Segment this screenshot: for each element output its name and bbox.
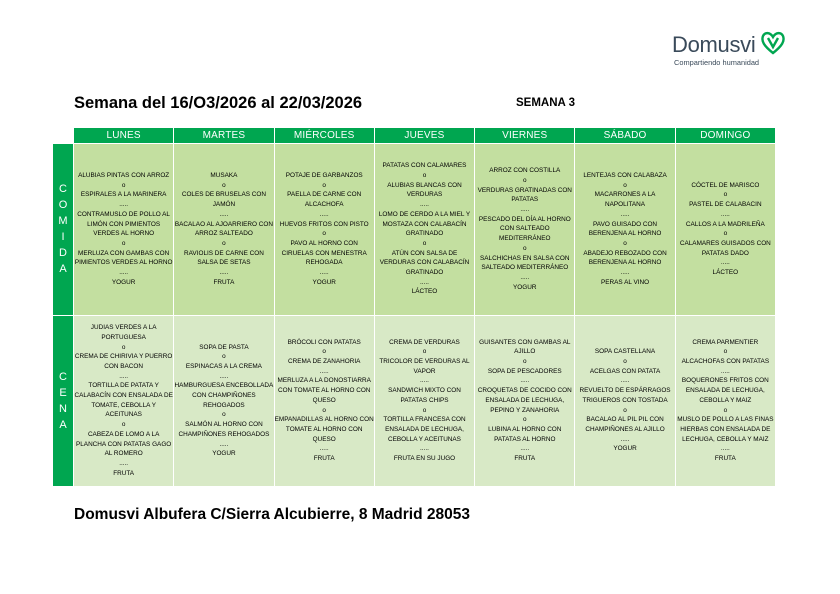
dinner-letter: E <box>59 386 67 399</box>
menu-dish-line: ..... <box>420 445 429 453</box>
lunch-letter: A <box>59 263 67 276</box>
menu-dish-line: BOQUERONES FRITOS CON ENSALADA DE LECHUGA, CEBOLLA Y MAIZ <box>681 377 769 404</box>
weekly-menu-table <box>52 127 776 487</box>
page-title: Semana del 16/O3/2026 al 22/03/2026 <box>74 94 363 112</box>
menu-dish-line: o <box>522 176 527 184</box>
menu-dish-line: PERAS AL VINO <box>601 278 650 286</box>
menu-dish-line: CALAMARES GUISADOS CON PATATAS DADO <box>679 239 771 257</box>
dinner-cell <box>374 315 474 487</box>
menu-dish-line: CREMA DE VERDURAS <box>389 338 460 346</box>
menu-dish-line: CREMA DE CHIRIVIA Y PUERRO CON BACON <box>74 353 173 370</box>
menu-dish-line: o <box>322 230 326 238</box>
menu-dish-line: EMPANADILLAS AL HORNO CON TOMATE AL HORNO CON QUESO <box>274 416 374 443</box>
menu-dish-line: FRUTA EN SU JUGO <box>393 455 456 463</box>
menu-dish-line: PESCADO DEL DÍA AL HORNO CON SALTEADO MEDITERRÁNEO <box>478 215 571 243</box>
menu-dish-line: o <box>322 406 326 414</box>
menu-dish-line: YOGUR <box>111 278 136 286</box>
lunch-cell <box>374 144 474 316</box>
menu-dish-line: HAMBURGUESA ENCEBOLLADA CON CHAMPIÑONES REHOGADOS <box>174 382 274 409</box>
menu-dish-line: ..... <box>319 269 329 277</box>
dinner-cell <box>575 315 675 487</box>
menu-dish-line: o <box>623 358 627 366</box>
lunch-cell <box>174 144 274 316</box>
dinner-letter: C <box>59 370 67 383</box>
menu-dish-line: ..... <box>520 377 530 385</box>
menu-dish-line: LÁCTEO <box>712 269 739 277</box>
lunch-letter: M <box>58 215 68 228</box>
menu-dish-line: LOMO DE CERDO A LA MIEL Y MOSTAZA CON CALABACÍN GRATINADO <box>378 210 471 238</box>
menu-dish-line: o <box>623 181 627 189</box>
day-header: SÁBADO <box>575 128 675 144</box>
menu-dish-line: CONTRAMUSLO DE POLLO AL LIMÓN CON PIMIENTOS VERDES AL HORNO <box>77 210 170 238</box>
menu-dish-line: CREMA DE ZANAHORIA <box>287 358 361 366</box>
menu-dish-line: FRUTA <box>313 455 335 463</box>
menu-dish-line: SALMÓN AL HORNO CON CHAMPIÑONES REHOGADOS <box>178 421 270 438</box>
menu-dish-line: LENTEJAS CON CALABAZA <box>583 172 667 180</box>
dinner-cell <box>675 315 775 487</box>
menu-dish-line: ALUBIAS BLANCAS CON VERDURAS <box>387 181 462 199</box>
dinner-cell <box>475 315 575 487</box>
menu-dish-line: ..... <box>720 367 730 375</box>
menu-dish-line: BRÓCOLI CON PATATAS <box>287 338 361 346</box>
day-header: JUEVES <box>374 128 474 144</box>
menu-dish-line: TORTILLA DE PATATA Y CALABACÍN CON ENSALADA DE TOMATE, CEBOLLA Y ACEITUNAS <box>74 382 173 419</box>
lunch-cell <box>475 144 575 316</box>
menu-dish-line: PAVO AL HORNO CON CIRUELAS CON MENESTRA REHOGADA <box>281 239 367 267</box>
menu-dish-line: o <box>422 239 427 247</box>
menu-dish-line: MACARRONES A LA NAPOLITANA <box>594 191 656 209</box>
menu-dish-line: HUEVOS FRITOS CON PISTO <box>279 220 369 228</box>
menu-dish-line: ..... <box>219 269 229 277</box>
menu-dish-line: ..... <box>119 459 129 467</box>
menu-dish-line: o <box>222 411 226 419</box>
lunch-cell <box>74 144 174 316</box>
menu-dish-line: o <box>222 181 226 189</box>
menu-dish-line: SOPA DE PASTA <box>199 343 249 351</box>
menu-dish-line: JUDIAS VERDES A LA PORTUGUESA <box>90 324 157 341</box>
menu-dish-line: COLES DE BRUSELAS CON JAMÓN <box>181 191 266 209</box>
menu-dish-line: PATATAS CON CALAMARES <box>382 162 467 170</box>
dinner-label <box>53 315 74 487</box>
menu-dish-line: POTAJE DE GARBANZOS <box>285 172 363 180</box>
lunch-letter: I <box>61 231 65 244</box>
menu-dish-line: o <box>322 181 326 189</box>
lunch-cell <box>675 144 775 316</box>
dinner-letter: A <box>59 418 67 431</box>
menu-dish-line: YOGUR <box>312 278 336 286</box>
menu-dish-line: YOGUR <box>212 450 236 458</box>
menu-dish-line: ..... <box>420 377 429 385</box>
menu-dish-line: ..... <box>520 445 530 453</box>
menu-dish-line: REVUELTO DE ESPÁRRAGOS TRIGUEROS CON TOSTADA <box>579 387 671 404</box>
lunch-row <box>53 144 776 316</box>
menu-dish-line: FRUTA <box>514 455 536 463</box>
menu-dish-line: ..... <box>620 210 630 218</box>
menu-dish-line: ..... <box>720 210 730 218</box>
menu-dish-line: ACELGAS CON PATATA <box>589 367 661 375</box>
menu-dish-line: ATÚN CON SALSA DE VERDURAS CON CALABACÍN GRATINADO <box>379 249 470 277</box>
day-header: MIÉRCOLES <box>274 128 374 144</box>
menu-dish-line: LÁCTEO <box>411 288 438 296</box>
menu-dish-line: o <box>121 181 126 189</box>
menu-dish-line: MERLUZA A LA DONOSTIARRA CON TOMATE AL HORNO CON QUESO <box>277 377 371 404</box>
menu-dish-line: FRUTA <box>213 278 235 286</box>
menu-dish-line: FRUTA <box>113 469 135 477</box>
lunch-label <box>53 144 74 316</box>
menu-dish-line: ..... <box>420 278 429 286</box>
menu-dish-line: o <box>723 191 728 199</box>
menu-dish-line: ..... <box>119 372 129 380</box>
week-label: SEMANA 3 <box>516 97 575 109</box>
table-corner <box>53 128 74 144</box>
center-address: Domusvi Albufera C/Sierra Alcubierre, 8 Madrid 28053 <box>74 506 470 523</box>
brand-logo <box>672 28 802 70</box>
menu-dish-line: ..... <box>620 435 630 443</box>
menu-dish-line: o <box>121 239 126 247</box>
menu-dish-line: BACALAO AL AJOARRIERO CON ARROZ SALTEADO <box>174 220 273 238</box>
lunch-letter: C <box>59 183 67 196</box>
menu-dish-line: TORTILLA FRANCESA CON ENSALADA DE LECHUGA, CEBOLLA Y ACEITUNAS <box>383 416 466 443</box>
menu-dish-line: VERDURAS GRATINADAS CON PATATAS <box>477 186 572 204</box>
menu-dish-line: ..... <box>620 269 630 277</box>
lunch-cell <box>274 144 374 316</box>
menu-dish-line: FRUTA <box>714 455 736 463</box>
day-header: VIERNES <box>475 128 575 144</box>
menu-dish-line: ARROZ CON COSTILLA <box>489 167 561 175</box>
menu-dish-line: ..... <box>319 445 329 453</box>
lunch-cell <box>575 144 675 316</box>
menu-dish-line: o <box>723 230 728 238</box>
menu-dish-line: ..... <box>319 367 329 375</box>
logo-heart-icon <box>760 30 786 56</box>
menu-dish-line: CABEZA DE LOMO A LA PLANCHA CON PATATAS GAGO AL ROMERO <box>75 430 172 458</box>
menu-dish-line: o <box>222 239 226 247</box>
menu-dish-line: ESPIRALES A LA MARINERA <box>80 191 167 199</box>
day-header: DOMINGO <box>675 128 775 144</box>
menu-dish-line: ..... <box>219 440 229 448</box>
menu-dish-line: SOPA DE PESCADORES <box>487 367 562 375</box>
menu-dish-line: o <box>121 343 126 351</box>
menu-dish-line: CROQUETAS DE COCIDO CON ENSALADA DE LECHUGA, PEPINO Y ZANAHORIA <box>477 387 572 414</box>
menu-dish-line: o <box>522 244 527 252</box>
menu-dish-line: ..... <box>119 201 129 209</box>
menu-dish-line: BACALAO AL PIL PIL CON CHAMPIÑONES AL AJILLO <box>585 416 665 433</box>
menu-dish-line: MUSAKA <box>210 172 238 180</box>
menu-dish-line: RAVIOLIS DE CARNE CON SALSA DE SETAS <box>184 249 264 267</box>
menu-dish-line: ABADEJO REBOZADO CON BERENJENA AL HORNO <box>583 249 667 267</box>
menu-dish-line: TRICOLOR DE VERDURAS AL VAPOR <box>379 358 470 375</box>
menu-dish-line: o <box>723 406 728 414</box>
logo-wordmark: Domusvi <box>672 32 756 57</box>
menu-dish-line: o <box>623 406 627 414</box>
menu-dish-line: ..... <box>119 269 129 277</box>
menu-dish-line: o <box>723 348 728 356</box>
menu-dish-line: o <box>422 348 427 356</box>
day-header: LUNES <box>74 128 174 144</box>
menu-dish-line: ..... <box>219 210 229 218</box>
dinner-cell <box>174 315 274 487</box>
menu-dish-line: SOPA CASTELLANA <box>594 348 656 356</box>
menu-dish-line: PAELLA DE CARNE CON ALCACHOFA <box>287 191 362 209</box>
lunch-letter: D <box>59 247 67 260</box>
dinner-cell <box>274 315 374 487</box>
menu-dish-line: SANDWICH MIXTO CON PATATAS CHIPS <box>388 387 461 404</box>
menu-dish-line: YOGUR <box>513 283 537 291</box>
menu-dish-line: o <box>121 421 126 429</box>
menu-dish-line: ALUBIAS PINTAS CON ARROZ <box>78 172 170 180</box>
menu-dish-line: ..... <box>520 205 530 213</box>
menu-dish-line: ..... <box>520 273 530 281</box>
menu-dish-line: SALCHICHAS EN SALSA CON SALTEADO MEDITERRÁNEO <box>480 254 570 272</box>
menu-dish-line: o <box>422 406 427 414</box>
dinner-row <box>53 315 776 487</box>
lunch-letter: O <box>58 199 68 212</box>
menu-dish-line: o <box>522 358 527 366</box>
menu-dish-line: ..... <box>420 201 429 209</box>
dinner-cell <box>74 315 174 487</box>
dinner-letter: N <box>59 402 67 415</box>
menu-dish-line: CALLOS A LA MADRILEÑA <box>685 220 765 228</box>
day-header-row <box>53 128 776 144</box>
menu-dish-line: ALCACHOFAS CON PATATAS <box>681 358 770 366</box>
menu-dish-line: ..... <box>219 372 229 380</box>
menu-dish-line: ..... <box>720 259 730 267</box>
menu-dish-line: o <box>522 416 527 424</box>
menu-dish-line: ESPINACAS A LA CREMA <box>185 362 262 370</box>
menu-dish-line: CREMA PARMENTIER <box>692 338 759 346</box>
menu-dish-line: PAVO GUISADO CON BERENJENA AL HORNO <box>588 220 662 238</box>
menu-dish-line: GUISANTES CON GAMBAS AL AJILLO <box>479 338 571 356</box>
menu-dish-line: ..... <box>319 210 329 218</box>
menu-dish-line: o <box>422 172 427 180</box>
menu-dish-line: PASTEL DE CALABACIN <box>689 201 762 209</box>
menu-dish-line: CÓCTEL DE MARISCO <box>691 181 760 189</box>
menu-dish-line: LUBINA AL HORNO CON PATATAS AL HORNO <box>488 426 562 443</box>
menu-dish-line: o <box>322 348 326 356</box>
menu-dish-line: ..... <box>620 377 630 385</box>
menu-dish-line: ..... <box>720 445 730 453</box>
menu-dish-line: o <box>623 239 627 247</box>
day-header: MARTES <box>174 128 274 144</box>
menu-dish-line: MERLUZA CON GAMBAS CON PIMIENTOS VERDES AL HORNO <box>74 249 173 267</box>
menu-dish-line: YOGUR <box>613 445 637 453</box>
menu-dish-line: MUSLO DE POLLO A LAS FINAS HIERBAS CON ENSALADA DE LECHUGA, CEBOLLA Y MAIZ <box>677 416 774 443</box>
menu-dish-line: o <box>222 353 226 361</box>
logo-tagline: Compartiendo humanidad <box>674 58 760 67</box>
